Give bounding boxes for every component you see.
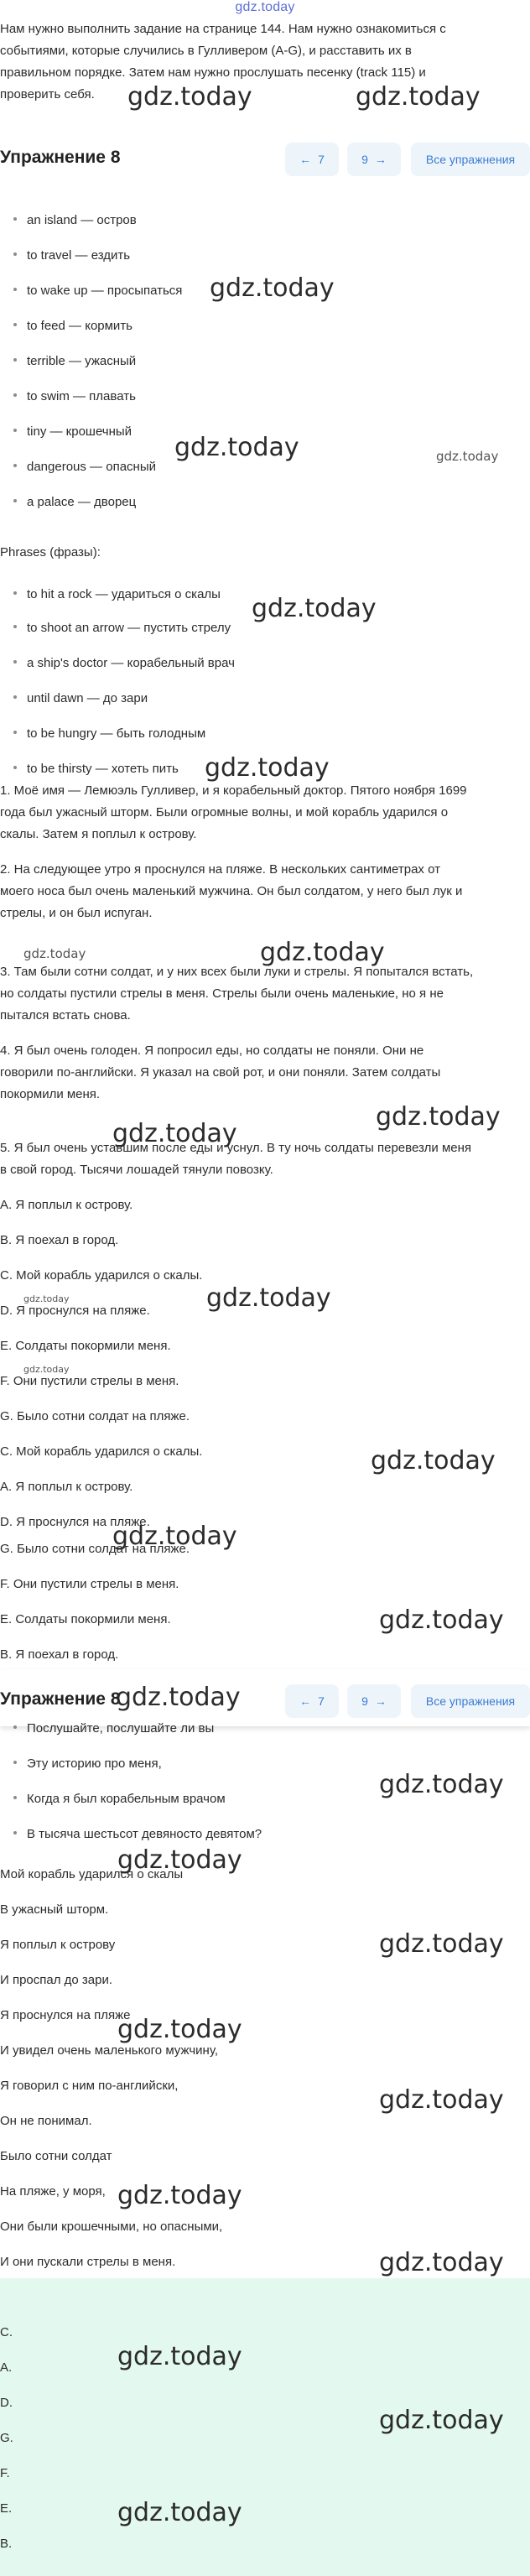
phrase-text: a ship's doctor — корабельный врач — [27, 656, 235, 670]
bullet — [13, 323, 17, 326]
phrase-item — [13, 656, 235, 670]
phrase-text: until dawn — до зари — [27, 691, 148, 705]
watermark: gdz.today — [379, 2085, 504, 2115]
song-bullet — [13, 1792, 226, 1806]
song-bullet-text: В тысяча шестьсот девяносто девятом? — [27, 1827, 262, 1841]
intro-line: проверить себя. — [0, 87, 95, 101]
song-bullet — [13, 1827, 262, 1841]
vocab-text: to wake up — просыпаться — [27, 284, 183, 298]
bullet — [13, 625, 17, 628]
answer-letter: G. — [0, 2431, 13, 2445]
watermark: gdz.today — [117, 2015, 242, 2044]
story-line: но солдаты пустили стрелы в меня. Стрелы были очень маленькие, но я не — [0, 986, 444, 1001]
ordered-event-item: G. Было сотни солдат на пляже. — [0, 1542, 190, 1556]
watermark: gdz.today — [205, 753, 330, 783]
prev-exercise-button[interactable] — [285, 143, 339, 176]
watermark-small: gdz.today — [23, 1293, 70, 1304]
phrase-text: to be thirsty — хотеть пить — [27, 762, 179, 776]
intro-line: правильном порядке. Затем нам нужно прослушать песенку (track 115) и — [0, 65, 426, 80]
story-line: моего носа был очень маленький мужчина. Он был солдатом, у него был лук и — [0, 884, 463, 898]
song-line: Я поплыл к острову — [0, 1938, 116, 1952]
bullet — [13, 660, 17, 664]
story-line: 5. Я был очень уставшим после еды и уснул. В ту ночь солдаты перевезли меня — [0, 1141, 472, 1155]
all-exercises-button[interactable]: Все упражнения — [411, 143, 530, 176]
event-item: A. Я поплыл к острову. — [0, 1198, 133, 1212]
arrow-left-icon: ← — [299, 1694, 312, 1708]
vocab-text: tiny — крошечный — [27, 424, 132, 439]
event-item: E. Солдаты покормили меня. — [0, 1339, 171, 1353]
vocab-text: to swim — плавать — [27, 389, 136, 403]
song-line: В ужасный шторм. — [0, 1902, 109, 1917]
story-line: скалы. Затем я поплыл к острову. — [0, 827, 197, 841]
exercise-nav-header — [0, 143, 530, 178]
bullet — [13, 252, 17, 256]
bullet — [13, 217, 17, 221]
answer-letter: A. — [0, 2360, 13, 2375]
watermark: gdz.today — [112, 1119, 237, 1148]
prev-exercise-button[interactable] — [285, 1684, 339, 1718]
story-line: стрелы, и он был испуган. — [0, 906, 153, 920]
phrase-text: to be hungry — быть голодным — [27, 726, 206, 741]
bullet — [13, 1831, 17, 1834]
bullet — [13, 591, 17, 595]
answer-letter: C. — [0, 2325, 13, 2339]
bullet — [13, 731, 17, 734]
song-line: И проспал до зари. — [0, 1973, 113, 1987]
event-item: B. Я поехал в город. — [0, 1233, 119, 1247]
watermark: gdz.today — [112, 1522, 237, 1551]
site-logo[interactable]: gdz.today — [235, 0, 295, 14]
ordered-event-item: F. Они пустили стрелы в меня. — [0, 1577, 179, 1591]
watermark: gdz.today — [379, 2406, 504, 2435]
watermark: gdz.today — [376, 1102, 501, 1132]
vocab-item — [13, 424, 132, 439]
answer-letter: D. — [0, 2396, 13, 2410]
exercise-title: Упражнение 8 — [0, 1689, 121, 1709]
event-item: C. Мой корабль ударился о скалы. — [0, 1268, 203, 1283]
story-line: года был ужасный шторм. Были огромные волны, и мой корабль ударился о — [0, 805, 449, 820]
story-line: пытался встать снова. — [0, 1008, 131, 1023]
story-line: покормили меня. — [0, 1087, 101, 1101]
vocab-item — [13, 319, 132, 333]
event-item: G. Было сотни солдат на пляже. — [0, 1409, 190, 1423]
next-exercise-button[interactable] — [347, 143, 401, 176]
phrase-text: to hit a rock — удариться о скалы — [27, 587, 221, 601]
bullet — [13, 695, 17, 699]
answer-letter: F. — [0, 2466, 10, 2480]
vocab-text: an island — остров — [27, 213, 137, 227]
watermark-small: gdz.today — [436, 449, 499, 464]
song-line: Они были крошечными, но опасными, — [0, 2220, 223, 2234]
vocab-text: to travel — ездить — [27, 248, 131, 263]
bullet — [13, 1761, 17, 1764]
watermark: gdz.today — [116, 1683, 241, 1712]
vocab-item — [13, 354, 136, 368]
all-exercises-button[interactable]: Все упражнения — [411, 1684, 530, 1718]
next-exercise-label: 9 — [361, 1694, 368, 1708]
song-bullet-text: Когда я был корабельным врачом — [27, 1792, 226, 1806]
watermark: gdz.today — [252, 594, 377, 623]
arrow-left-icon: ← — [299, 153, 312, 166]
arrow-right-icon: → — [374, 1694, 387, 1708]
bullet — [13, 358, 17, 362]
ordered-event-item: A. Я поплыл к острову. — [0, 1480, 133, 1494]
phrase-item — [13, 621, 231, 635]
event-item: D. Я проснулся на пляже. — [0, 1304, 150, 1318]
vocab-item — [13, 248, 130, 263]
watermark-small: gdz.today — [23, 1364, 70, 1375]
vocab-item — [13, 284, 182, 298]
song-bullet-text: Эту историю про меня, — [27, 1756, 162, 1771]
watermark-small: gdz.today — [23, 946, 86, 961]
watermark: gdz.today — [117, 1845, 242, 1875]
vocab-text: dangerous — опасный — [27, 460, 156, 474]
watermark: gdz.today — [210, 273, 335, 303]
phrases-heading: Phrases (фразы): — [0, 545, 101, 559]
vocab-item — [13, 460, 156, 474]
watermark: gdz.today — [206, 1283, 331, 1313]
song-bullet-text: Послушайте, послушайте ли вы — [27, 1721, 215, 1736]
ordered-event-item: D. Я проснулся на пляже. — [0, 1515, 150, 1529]
vocab-text: a palace — дворец — [27, 495, 137, 509]
bullet — [13, 288, 17, 291]
phrase-item — [13, 587, 221, 601]
intro-line: событиями, которые случились в Гулливером (A-G), и расставить их в — [0, 44, 412, 58]
bullet — [13, 1796, 17, 1799]
next-exercise-button[interactable] — [347, 1684, 401, 1718]
song-bullet — [13, 1756, 162, 1771]
watermark: gdz.today — [174, 433, 299, 462]
watermark: gdz.today — [379, 1929, 504, 1959]
song-line: И увидел очень маленького мужчину, — [0, 2043, 218, 2058]
vocab-item — [13, 495, 136, 509]
phrase-item — [13, 726, 205, 741]
next-exercise-label: 9 — [361, 153, 368, 166]
song-line: Мой корабль ударился о скалы — [0, 1867, 184, 1881]
story-line: 3. Там были сотни солдат, и у них всех были луки и стрелы. Я попытался встать, — [0, 965, 474, 979]
exercise-title: Упражнение 8 — [0, 148, 121, 167]
phrase-text: to shoot an arrow — пустить стрелу — [27, 621, 231, 635]
story-line: 1. Моё имя — Лемюэль Гулливер, и я корабельный доктор. Пятого ноября 1699 — [0, 783, 467, 798]
vocab-text: terrible — ужасный — [27, 354, 137, 368]
answer-letter: E. — [0, 2501, 13, 2516]
watermark: gdz.today — [127, 82, 252, 112]
ordered-event-item: B. Я поехал в город. — [0, 1647, 119, 1662]
prev-exercise-label: 7 — [318, 1694, 325, 1708]
song-line: Я проснулся на пляже — [0, 2008, 131, 2022]
song-line: Я говорил с ним по-английски, — [0, 2079, 179, 2093]
vocab-text: to feed — кормить — [27, 319, 132, 333]
story-line: говорили по-английски. Я указал на свой рот, и они поняли. Затем солдаты — [0, 1065, 441, 1080]
bullet — [13, 393, 17, 397]
story-line: 2. На следующее утро я проснулся на пляже. В нескольких сантиметрах от — [0, 862, 440, 877]
vocab-item — [13, 213, 137, 227]
phrase-item — [13, 691, 148, 705]
bullet — [13, 464, 17, 467]
phrase-item — [13, 762, 179, 776]
answer-letter: B. — [0, 2537, 13, 2551]
event-item: F. Они пустили стрелы в меня. — [0, 1374, 179, 1388]
watermark: gdz.today — [117, 2181, 242, 2210]
story-line: в свой город. Тысячи лошадей тянули повозку. — [0, 1163, 273, 1177]
ordered-event-item: E. Солдаты покормили меня. — [0, 1612, 171, 1626]
song-bullet — [13, 1721, 214, 1736]
song-line: Он не понимал. — [0, 2114, 92, 2128]
bullet — [13, 499, 17, 502]
watermark: gdz.today — [379, 1605, 504, 1635]
watermark: gdz.today — [379, 2248, 504, 2277]
song-line: Было сотни солдат — [0, 2149, 112, 2163]
bullet — [13, 1725, 17, 1729]
vocab-item — [13, 389, 136, 403]
intro-line: Нам нужно выполнить задание на странице 144. Нам нужно ознакомиться с — [0, 22, 446, 36]
watermark: gdz.today — [371, 1446, 496, 1475]
watermark: gdz.today — [260, 938, 385, 967]
exercise-nav-header-sticky — [0, 1684, 530, 1720]
ordered-event-item: C. Мой корабль ударился о скалы. — [0, 1444, 203, 1459]
prev-exercise-label: 7 — [318, 153, 325, 166]
arrow-right-icon: → — [374, 153, 387, 166]
bullet — [13, 766, 17, 769]
watermark: gdz.today — [117, 2498, 242, 2527]
watermark: gdz.today — [117, 2342, 242, 2371]
bullet — [13, 429, 17, 432]
story-line: 4. Я был очень голоден. Я попросил еды, но солдаты не поняли. Они не — [0, 1043, 424, 1058]
song-line: На пляже, у моря, — [0, 2184, 106, 2199]
song-line: И они пускали стрелы в меня. — [0, 2255, 176, 2269]
watermark: gdz.today — [379, 1770, 504, 1799]
watermark: gdz.today — [356, 82, 481, 112]
